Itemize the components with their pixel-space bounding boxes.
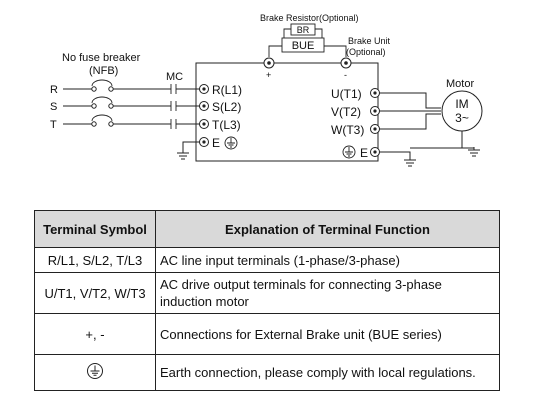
terminal-t-dot [202, 122, 205, 125]
earth-symbol-icon [86, 362, 104, 380]
symbol-cell [35, 355, 156, 391]
breaker-contact-r [92, 80, 112, 86]
output-earth-label: E [360, 146, 369, 160]
header-explanation: Explanation of Terminal Function [156, 211, 500, 248]
terminal-u-dot [373, 91, 376, 94]
plus-sign: + [266, 70, 272, 80]
brake-unit-label-2: (Optional) [346, 47, 386, 57]
breaker-dot-t2 [109, 122, 113, 126]
breaker-dot-s1 [92, 104, 96, 108]
output-terminal-u: U(T1) [331, 87, 362, 101]
symbol-cell: +, - [35, 314, 156, 355]
explanation-cell: AC line input terminals (1-phase/3-phase) [156, 248, 500, 273]
ground-icon [468, 150, 480, 156]
output-terminal-v: V(T2) [331, 105, 361, 119]
input-terminal-s: S(L2) [212, 100, 242, 114]
terminal-s-dot [202, 104, 205, 107]
line-label-t: T [50, 119, 57, 131]
terminal-r-dot [202, 87, 205, 90]
motor-phase: 3~ [455, 111, 469, 125]
minus-terminal-dot [344, 61, 348, 65]
breaker-dot-s2 [109, 104, 113, 108]
breaker-contact-s [92, 97, 112, 103]
breaker-dot-r1 [92, 87, 96, 91]
breaker-dot-r2 [109, 87, 113, 91]
explanation-cell: Connections for External Brake unit (BUE series) [156, 314, 500, 355]
ground-icon [177, 142, 200, 159]
contactor-s [171, 101, 176, 111]
plus-terminal-dot [267, 61, 271, 65]
explanation-cell: Earth connection, please comply with local regulations. [156, 355, 500, 391]
symbol-cell: U/T1, V/T2, W/T3 [35, 273, 156, 314]
contactor-r [171, 84, 176, 94]
wire-output-earth [379, 152, 410, 160]
motor-label: Motor [446, 78, 475, 90]
contactor-t [171, 119, 176, 129]
output-terminal-w: W(T3) [331, 123, 365, 137]
brake-unit-label-1: Brake Unit [348, 36, 391, 46]
input-earth-label: E [212, 136, 221, 150]
wire-u [379, 93, 441, 108]
minus-sign: - [344, 70, 347, 80]
brake-resistor-label: Brake Resistor(Optional) [260, 13, 359, 23]
table-header-row [35, 211, 500, 248]
table-row [35, 355, 500, 391]
wiring-diagram [0, 0, 536, 205]
symbol-cell: R/L1, S/L2, T/L3 [35, 248, 156, 273]
wire-w [379, 114, 441, 129]
terminal-output-earth-dot [373, 150, 376, 153]
nfb-label-1: No fuse breaker [62, 52, 141, 64]
breaker-contact-t [92, 115, 112, 121]
earth-symbol-icon [343, 146, 355, 158]
table-row [35, 314, 500, 355]
terminal-w-dot [373, 127, 376, 130]
header-terminal-symbol: Terminal Symbol [35, 211, 156, 248]
table-row [35, 273, 500, 314]
terminal-v-dot [373, 109, 376, 112]
input-terminal-t: T(L3) [212, 118, 241, 132]
earth-symbol-icon [225, 137, 237, 149]
terminal-input-earth-dot [202, 140, 205, 143]
br-box-label: BR [296, 25, 310, 35]
line-label-r: R [50, 84, 58, 96]
mc-label: MC [166, 71, 184, 83]
motor-im: IM [455, 97, 469, 111]
table-row [35, 248, 500, 273]
line-label-s: S [50, 101, 58, 113]
terminal-table [34, 210, 500, 391]
bue-box-label: BUE [291, 40, 315, 52]
nfb-label-2: (NFB) [89, 65, 119, 77]
explanation-cell: AC drive output terminals for connecting 3-phase induction motor [156, 273, 500, 314]
input-terminal-r: R(L1) [212, 83, 243, 97]
breaker-dot-t1 [92, 122, 96, 126]
ground-icon [404, 160, 416, 166]
